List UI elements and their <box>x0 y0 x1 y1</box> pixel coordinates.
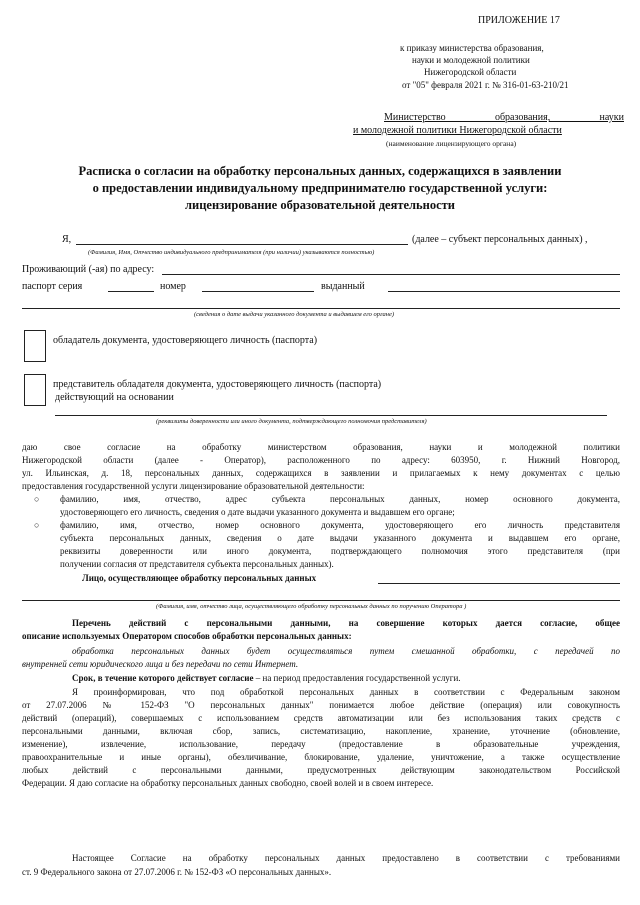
info-text: Я проинформирован, что под обработкой персональных данных в соответствии с Федеральным законом <box>72 687 620 697</box>
document-title: о предоставлении индивидуальному предпринимателю государственной услуги: <box>92 181 548 195</box>
consent-bullet-text: фамилию, имя, отчество, номер основного документа, удостоверяющего его личность представителя <box>60 520 620 530</box>
document-title: Расписка о согласии на обработку персональных данных, содержащихся в заявлении <box>78 164 562 178</box>
term-text <box>72 672 461 684</box>
info-text: изменение), извлечение, использование, передачу (предоставление в образовательные учреждения, <box>22 739 620 749</box>
addressee-line: и молодежной политики Нижегородской области <box>353 125 562 136</box>
representative-basis-label: действующий на основании <box>55 392 174 403</box>
address-label: Проживающий (-ая) по адресу: <box>22 264 155 275</box>
consent-text: предоставления государственной услуги лицензирование образовательной деятельности: <box>22 481 365 491</box>
representative-option-label: представитель обладателя документа, удостоверяющего личность (паспорта) <box>53 379 382 390</box>
actions-text: обработка персональных данных будет осуществляться путем смешанной обработки, с передачей по <box>72 646 620 656</box>
operator-field[interactable] <box>378 583 620 584</box>
info-text: от 27.07.2006 № 152-ФЗ "О персональных данных" понимается любое действие (операция) или совокупность <box>22 700 620 710</box>
passport-number-field[interactable] <box>202 291 314 292</box>
i-label: Я, <box>62 234 72 245</box>
operator-label: Лицо, осуществляющее обработку персональных данных <box>82 573 317 583</box>
operator-field-continued[interactable] <box>22 600 620 601</box>
info-text: любых действий с персональными данными, предусмотренных действующим законодательством Российской <box>22 765 620 775</box>
issued-caption: (сведения о дате выдачи указанного документа и выдавшем его органе) <box>194 311 395 318</box>
consent-text: даю свое согласие на обработку министерством образования, науки и молодежной политики <box>22 442 620 452</box>
issued-field[interactable] <box>388 291 620 292</box>
info-text: Федерации. Я даю согласие на обработку персональных данных свободно, своей волей и в своем интересе. <box>22 778 434 788</box>
consent-bullet-text: удостоверяющего его личность, сведения о дате выдачи указанного документа и выдавшем его органе; <box>60 507 455 517</box>
term-value: – на период предоставления государственной услуги. <box>253 673 461 683</box>
footer-text: Настоящее Согласие на обработку персональных данных предоставлено в соответствии с требованиями <box>72 853 620 863</box>
name-field[interactable] <box>76 244 408 245</box>
representative-caption: (реквизиты доверенности или иного документа, подтверждающего полномочия представителя) <box>156 418 427 425</box>
addressee-caption: (наименование лицензирующего органа) <box>386 139 517 148</box>
document-title: лицензирование образовательной деятельности <box>184 198 455 212</box>
actions-heading: Перечень действий с персональными данными, на совершение которых дается согласие, общее <box>72 618 620 628</box>
footer-text: ст. 9 Федерального закона от 27.07.2006 г. № 152-ФЗ «О персональных данных». <box>22 867 332 877</box>
actions-heading: описание используемых Оператором способов обработки персональных данных: <box>22 631 352 641</box>
appendix-line: Нижегородской области <box>424 67 517 77</box>
bullet-icon: ○ <box>34 520 40 530</box>
actions-text: внутренней сети юридического лица и без передачи по сети Интернет. <box>22 659 299 669</box>
holder-checkbox[interactable] <box>24 330 46 362</box>
passport-series-label: паспорт серия <box>22 281 83 292</box>
passport-number-label: номер <box>160 281 186 292</box>
consent-bullet-text: субъекта персональных данных, сведения о дате выдачи указанного документа и выдавшем его органе, <box>60 533 620 543</box>
consent-bullet-text: получении согласия от представителя субъекта персональных данных). <box>60 559 334 569</box>
subject-suffix: (далее – субъект персональных данных) , <box>412 234 588 245</box>
appendix-line: от "05" февраля 2021 г. № 316-01-63-210/21 <box>402 80 569 90</box>
term-label: Срок, в течение которого действует согласие <box>72 673 254 683</box>
holder-option-label: обладатель документа, удостоверяющего личность (паспорта) <box>53 335 318 346</box>
operator-caption: (Фамилия, имя, отчество лица, осуществляющего обработку персональных данных по поручению Оператора ) <box>156 603 467 610</box>
representative-basis-field[interactable] <box>55 415 607 416</box>
info-text: правоохранительные и иные органы), обезличивание, блокирование, удаление, уничтожение, а также осуществление <box>22 752 620 762</box>
appendix-line: науки и молодежной политики <box>412 55 530 65</box>
addressee-line: Министерство образования, науки <box>384 112 624 123</box>
address-field[interactable] <box>162 274 620 275</box>
consent-bullet-text: реквизиты доверенности или иного документа, подтверждающего полномочия этого представителя (при <box>60 546 620 556</box>
bullet-icon: ○ <box>34 494 40 504</box>
representative-checkbox[interactable] <box>24 374 46 406</box>
issued-field-continued[interactable] <box>22 308 620 309</box>
info-text: действий (операций), совершаемых с использованием средств автоматизации или без использования таких средств с <box>22 713 620 723</box>
appendix-line: к приказу министерства образования, <box>400 43 544 53</box>
consent-text: ул. Ильинская, д. 18, персональных данных, содержащихся в заявлении и прилагаемых к нему документах с целью <box>22 468 620 478</box>
passport-series-field[interactable] <box>108 291 154 292</box>
issued-label: выданный <box>321 281 365 292</box>
name-caption: (Фамилия, Имя, Отчество индивидуального предпринимателя (при наличии) указываются полностью) <box>88 249 375 256</box>
info-text: персональными данными, включая сбор, запись, систематизацию, накопление, хранение, уточнение (обновление, <box>22 726 620 736</box>
appendix-title: ПРИЛОЖЕНИЕ 17 <box>478 15 560 26</box>
consent-text: Нижегородской области (далее - Оператор), расположенного по адресу: 603950, г. Нижний Новгород, <box>22 455 620 465</box>
consent-bullet-text: фамилию, имя, отчество, адрес субъекта персональных данных, номер основного документа, <box>60 494 620 504</box>
